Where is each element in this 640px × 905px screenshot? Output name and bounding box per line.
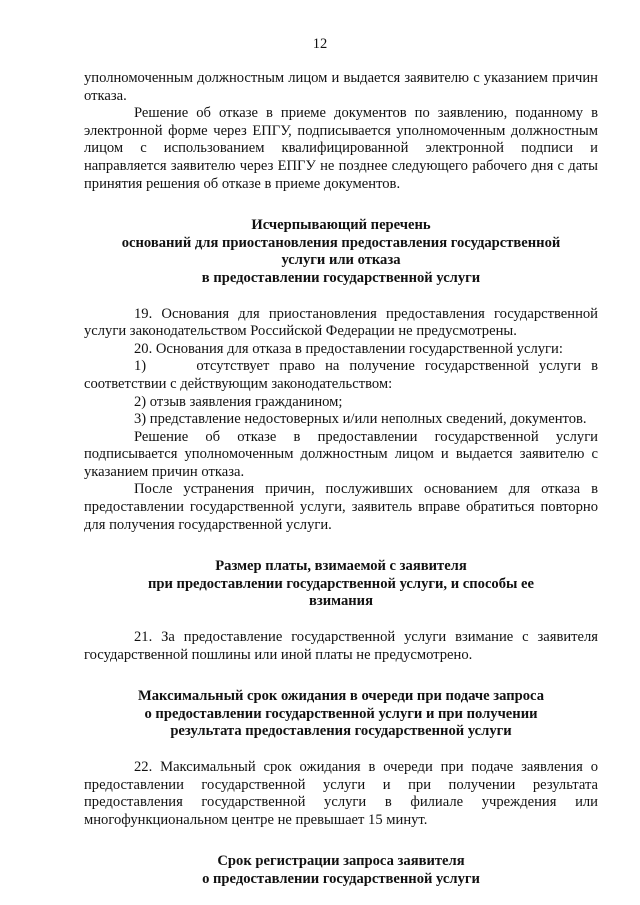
paragraph: Решение об отказе в предоставлении государственной услуги подписывается уполномоченным должностным лицом и выдается заявителю с указанием причин отказа.: [84, 428, 598, 480]
paragraph: Решение об отказе в приеме документов по заявлению, поданному в электронной форме через ЕПГУ, подписывается уполномоченным должностным лицом с использованием квалифицированной электронной подписи и направляется заявителю через ЕПГУ не позднее следующего рабочего дня с даты принятия решения об отказе в приеме документов.: [84, 105, 598, 192]
paragraph-20: 20. Основания для отказа в предоставлении государственной услуги:: [134, 340, 563, 357]
page-number: 12: [312, 36, 328, 52]
paragraph: После устранения причин, послуживших основанием для отказа в предоставлении государственной услуги, заявитель вправе обратиться повторно для получения государственной услуги.: [84, 481, 598, 533]
paragraph-19: 19. Основания для приостановления предоставления государственной услуги законодательством Российской Федерации не предусмотрены.: [84, 305, 598, 340]
list-item: 2) отзыв заявления гражданином;: [134, 393, 343, 410]
section-heading-registration: Срок регистрации запроса заявителя о предоставлении государственной услуги: [202, 853, 480, 887]
section-heading-grounds: Исчерпывающий перечень оснований для приостановления предоставления государственной услуги или отказа в предоставлении государственной услуги: [121, 217, 561, 286]
list-item: 3) представление недостоверных и/или неполных сведений, документов.: [134, 411, 587, 428]
section-heading-queue: Максимальный срок ожидания в очереди при подаче запроса о предоставлении государственной услуги и при получении результата предоставления государственной услуги: [137, 688, 544, 740]
paragraph-22: 22. Максимальный срок ожидания в очереди при подаче заявления о предоставлении государственной услуги и при получении результата предоставления государственной услуги в филиале учреждения или многофункциональном центре не превышает 15 минут.: [84, 759, 598, 828]
list-item: 1) отсутствует право на получение государственной услуги в соответствии с действующим законодательством:: [84, 358, 598, 392]
paragraph-21: 21. За предоставление государственной услуги взимание с заявителя государственной пошлины или иной платы не предусмотрено.: [84, 629, 598, 663]
paragraph: уполномоченным должностным лицом и выдается заявителю с указанием причин отказа.: [84, 70, 598, 104]
document-body: [84, 70, 598, 889]
section-heading-fee: Размер платы, взимаемой с заявителя при предоставлении государственной услуги, и способы ее взимания: [147, 558, 535, 610]
